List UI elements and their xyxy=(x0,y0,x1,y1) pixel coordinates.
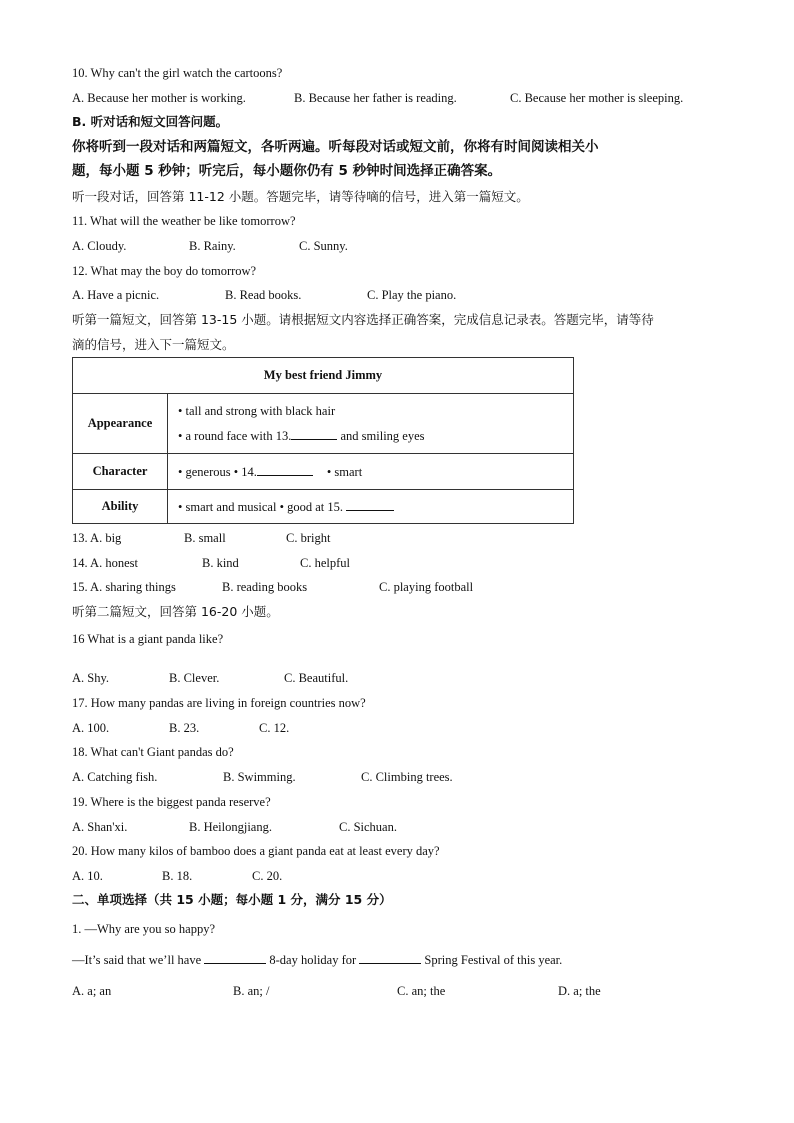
q10-question: 10. Why can't the girl watch the cartoons? xyxy=(72,66,283,80)
q20-option-a: A. 10. xyxy=(72,869,103,883)
q17-option-b: B. 23. xyxy=(169,721,200,735)
section-b-heading: B. 听对话和短文回答问题。 xyxy=(72,114,229,129)
part2-q1-option-b: B. an; / xyxy=(233,984,270,998)
q16-option-c: C. Beautiful. xyxy=(284,671,349,685)
q13-option-b: B. small xyxy=(184,531,226,545)
info-record-table xyxy=(72,357,574,524)
q14-option-a: 14. A. honest xyxy=(72,556,138,570)
q11-question: 11. What will the weather be like tomorrow? xyxy=(72,214,296,228)
part2-q1-text-b: 8-day holiday for xyxy=(266,953,357,967)
part2-q1-option-d: D. a; the xyxy=(558,984,601,998)
q18-option-a: A. Catching fish. xyxy=(72,770,158,784)
q16-option-b: B. Clever. xyxy=(169,671,220,685)
part2-q1-option-c: C. an; the xyxy=(397,984,446,998)
q11-option-a: A. Cloudy. xyxy=(72,239,127,253)
q15-option-a: 15. A. sharing things xyxy=(72,580,176,594)
appearance-content xyxy=(168,394,574,454)
q17-option-a: A. 100. xyxy=(72,721,110,735)
q14-option-c: C. helpful xyxy=(300,556,350,570)
q16-question: 16 What is a giant panda like? xyxy=(72,632,224,646)
character-content xyxy=(168,454,574,490)
appearance-label: Appearance xyxy=(73,394,168,454)
q17-option-c: C. 12. xyxy=(259,721,290,735)
q10-option-b: B. Because her father is reading. xyxy=(294,91,457,105)
blank-13[interactable] xyxy=(291,428,337,440)
ability-label: Ability xyxy=(73,490,168,524)
character-label: Character xyxy=(73,454,168,490)
table-title: My best friend Jimmy xyxy=(73,358,574,394)
q19-option-c: C. Sichuan. xyxy=(339,820,397,834)
part2-q1-text-c: Spring Festival of this year. xyxy=(421,953,563,967)
q12-option-b: B. Read books. xyxy=(225,288,302,302)
part2-q1-blank-2[interactable] xyxy=(359,952,421,964)
appearance-line-2-tail: and smiling eyes xyxy=(337,428,425,443)
part2-q1-line2 xyxy=(72,952,562,968)
q12-option-c: C. Play the piano. xyxy=(367,288,457,302)
appearance-line-2 xyxy=(178,424,573,449)
q14-option-b: B. kind xyxy=(202,556,239,570)
q11-option-c: C. Sunny. xyxy=(299,239,348,253)
q16-option-a: A. Shy. xyxy=(72,671,110,685)
q19-option-a: A. Shan'xi. xyxy=(72,820,128,834)
q13-option-a: 13. A. big xyxy=(72,531,122,545)
q19-question: 19. Where is the biggest panda reserve? xyxy=(72,795,271,809)
blank-15[interactable] xyxy=(346,499,394,511)
q19-option-b: B. Heilongjiang. xyxy=(189,820,272,834)
q18-question: 18. What can't Giant pandas do? xyxy=(72,745,234,759)
blank-14[interactable] xyxy=(257,464,313,476)
section-b-instruction-1: 你将听到一段对话和两篇短文，各听两遍。听每段对话或短文前，你将有时间阅读相关小 xyxy=(72,139,599,155)
q12-question: 12. What may the boy do tomorrow? xyxy=(72,264,257,278)
q20-option-b: B. 18. xyxy=(162,869,193,883)
q20-question: 20. How many kilos of bamboo does a giant panda eat at least every day? xyxy=(72,844,440,858)
part2-q1-text-a: —It’s said that we’ll have xyxy=(72,953,202,967)
q11-option-b: B. Rainy. xyxy=(189,239,236,253)
part2-q1-line1: 1. —Why are you so happy? xyxy=(72,922,216,936)
q18-option-b: B. Swimming. xyxy=(223,770,296,784)
character-smart: • smart xyxy=(326,464,363,479)
q12-option-a: A. Have a picnic. xyxy=(72,288,160,302)
q17-question: 17. How many pandas are living in foreign countries now? xyxy=(72,696,366,710)
passage2-intro: 听第二篇短文，回答第 16-20 小题。 xyxy=(72,604,279,619)
ability-text: • smart and musical • good at 15. xyxy=(178,499,343,514)
q18-option-c: C. Climbing trees. xyxy=(361,770,453,784)
passage1-intro-1: 听第一篇短文，回答第 13-15 小题。请根据短文内容选择正确答案，完成信息记录表。答题完毕，请等待 xyxy=(72,312,654,327)
appearance-line-2-text: • a round face with 13. xyxy=(178,428,292,443)
dialog-intro: 听一段对话，回答第 11-12 小题。答题完毕，请等待嘀的信号，进入第一篇短文。 xyxy=(72,189,529,204)
q15-option-c: C. playing football xyxy=(379,580,474,594)
q10-option-c: C. Because her mother is sleeping. xyxy=(510,91,684,105)
q10-option-a: A. Because her mother is working. xyxy=(72,91,246,105)
ability-content xyxy=(168,490,574,524)
part2-q1-option-a: A. a; an xyxy=(72,984,112,998)
part2-q1-blank-1[interactable] xyxy=(204,952,266,964)
section-b-instruction-2: 题，每小题 5 秒钟；听完后，每小题你仍有 5 秒钟时间选择正确答案。 xyxy=(72,163,502,179)
appearance-line-1: • tall and strong with black hair xyxy=(178,403,336,418)
character-text: • generous • 14. xyxy=(178,464,257,479)
q13-option-c: C. bright xyxy=(286,531,331,545)
passage1-intro-2: 滴的信号，进入下一篇短文。 xyxy=(72,337,235,352)
q20-option-c: C. 20. xyxy=(252,869,283,883)
part2-heading: 二、单项选择（共 15 小题；每小题 1 分，满分 15 分） xyxy=(72,892,392,907)
q15-option-b: B. reading books xyxy=(222,580,308,594)
